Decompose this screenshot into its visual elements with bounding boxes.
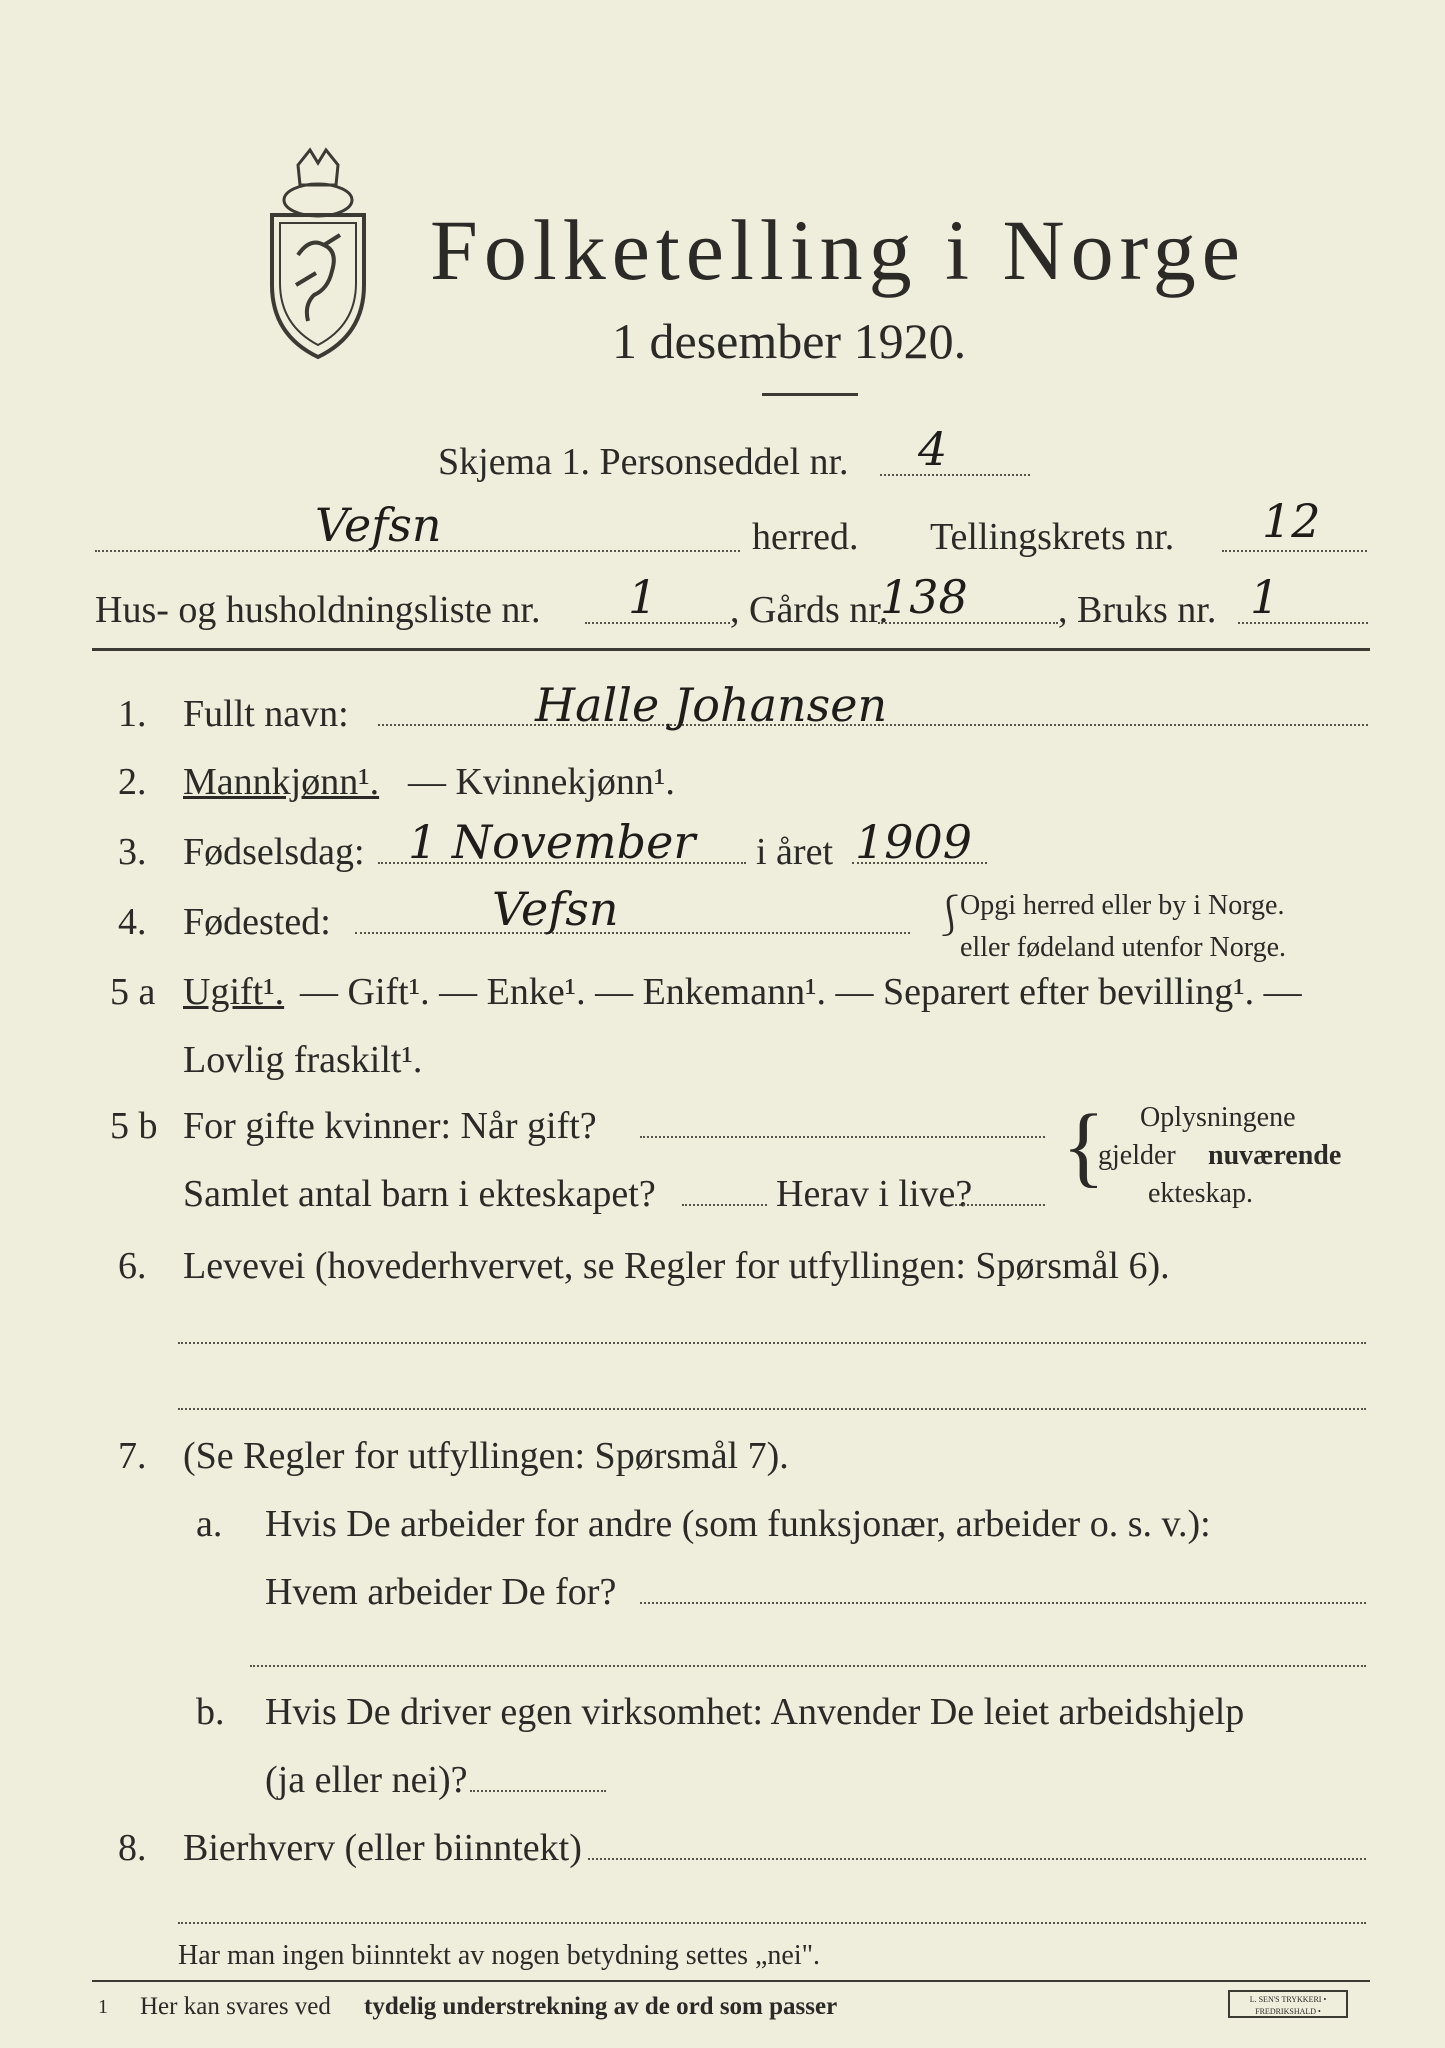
q5b-barn-label: Samlet antal barn i ekteskapet?	[183, 1173, 656, 1215]
q4-value[interactable]: Vefsn	[492, 882, 619, 936]
footnote-mark: 1	[98, 1996, 108, 2018]
q7b-dots	[470, 1790, 606, 1792]
q8-number: 8.	[118, 1827, 147, 1869]
q5a-number: 5 a	[110, 971, 156, 1013]
gards-label: , Gårds nr.	[730, 589, 889, 631]
form-date: 1 desember 1920.	[612, 313, 967, 369]
printer-stamp: L. SEN'S TRYKKERI • FREDRIKSHALD •	[1228, 1990, 1348, 2018]
krets-dots	[1222, 550, 1367, 552]
q6-number: 6.	[118, 1245, 147, 1287]
q5b-live-label: Herav i live?	[776, 1173, 973, 1215]
footnote-text-a: Her kan svares ved	[140, 1993, 331, 2020]
liste-value[interactable]: 1	[628, 570, 658, 624]
q7-label: (Se Regler for utfyllingen: Spørsmål 7).	[183, 1435, 789, 1477]
q3-year-label: i året	[756, 831, 834, 873]
q8-label: Bierhverv (eller biinntekt)	[183, 1827, 582, 1869]
herred-label: herred.	[752, 516, 859, 558]
q5b-line1: For gifte kvinner: Når gift?	[183, 1105, 597, 1147]
q7a-line2: Hvem arbeider De for?	[265, 1571, 617, 1613]
form-title: Folketelling i Norge	[430, 202, 1246, 298]
q7a-line1: Hvis De arbeider for andre (som funksjonær, arbeider o. s. v.):	[265, 1503, 1211, 1545]
footnote-text-b: tydelig understrekning av de ord som passer	[364, 1993, 838, 2020]
schema-label: Skjema 1. Personseddel nr.	[438, 441, 849, 483]
q5b-brace-icon: {	[1062, 1097, 1106, 1196]
q2-male[interactable]: Mannkjønn¹.	[183, 761, 380, 803]
q8-dots-2	[178, 1922, 1366, 1924]
q7a-number: a.	[196, 1503, 223, 1545]
q7a-dots-1	[640, 1602, 1366, 1604]
q2-number: 2.	[118, 761, 147, 803]
krets-value[interactable]: 12	[1262, 494, 1321, 548]
header-rule	[92, 648, 1370, 651]
q1-number: 1.	[118, 693, 147, 735]
q6-dots-2	[178, 1408, 1366, 1410]
q3-number: 3.	[118, 831, 147, 873]
q5b-note-2a: gjelder	[1098, 1140, 1176, 1171]
krets-label: Tellingskrets nr.	[930, 516, 1175, 558]
q4-number: 4.	[118, 901, 147, 943]
note-nei: Har man ingen biinntekt av nogen betydning settes „nei".	[178, 1940, 821, 1971]
q6-label: Levevei (hovederhvervet, se Regler for utfyllingen: Spørsmål 6).	[183, 1245, 1170, 1287]
q3-day[interactable]: 1 November	[408, 815, 696, 869]
herred-value[interactable]: Vefsn	[315, 498, 442, 552]
q7b-number: b.	[196, 1691, 225, 1733]
bruks-label: , Bruks nr.	[1058, 589, 1217, 631]
q5b-note-1: Oplysningene	[1140, 1102, 1296, 1133]
q5b-number: 5 b	[110, 1105, 158, 1147]
q6-dots-1	[178, 1342, 1366, 1344]
bruks-value[interactable]: 1	[1250, 570, 1280, 624]
footer-rule	[92, 1980, 1370, 1982]
q3-year[interactable]: 1909	[855, 815, 973, 869]
q5b-gift-dots	[640, 1136, 1045, 1138]
q4-note-2: eller fødeland utenfor Norge.	[960, 932, 1287, 963]
q3-label: Fødselsdag:	[183, 831, 365, 873]
q1-label: Fullt navn:	[183, 693, 349, 735]
q5b-note-2b: nuværende	[1208, 1140, 1342, 1171]
q4-brace-icon: ⎰	[930, 893, 970, 938]
schema-dots	[880, 474, 1030, 476]
q7-number: 7.	[118, 1435, 147, 1477]
q7b-line2: (ja eller nei)?	[265, 1759, 468, 1801]
gards-value[interactable]: 138	[880, 570, 968, 624]
title-divider	[762, 393, 858, 396]
q8-dots-1	[588, 1858, 1366, 1860]
q5a-options[interactable]: — Gift¹. — Enke¹. — Enkemann¹. — Separert efter bevilling¹. —	[300, 971, 1302, 1013]
schema-value[interactable]: 4	[918, 422, 948, 476]
q7a-dots-2	[250, 1665, 1366, 1667]
q1-value[interactable]: Halle Johansen	[535, 678, 888, 732]
q5b-barn-dots	[682, 1204, 767, 1206]
q4-dots	[355, 932, 910, 934]
q5b-note-3: ekteskap.	[1148, 1178, 1253, 1209]
q2-female[interactable]: — Kvinnekjønn¹.	[408, 761, 675, 803]
q4-note-1: Opgi herred eller by i Norge.	[960, 890, 1285, 921]
q7b-line1: Hvis De driver egen virksomhet: Anvender De leiet arbeidshjelp	[265, 1691, 1245, 1733]
coat-of-arms-icon	[258, 145, 378, 360]
liste-label: Hus- og husholdningsliste nr.	[95, 589, 541, 631]
q5a-ugift[interactable]: Ugift¹.	[183, 971, 285, 1013]
q5b-live-dots	[955, 1204, 1045, 1206]
q4-label: Fødested:	[183, 901, 331, 943]
liste-dots	[585, 622, 730, 624]
q5a-fraskilt[interactable]: Lovlig fraskilt¹.	[183, 1039, 423, 1081]
